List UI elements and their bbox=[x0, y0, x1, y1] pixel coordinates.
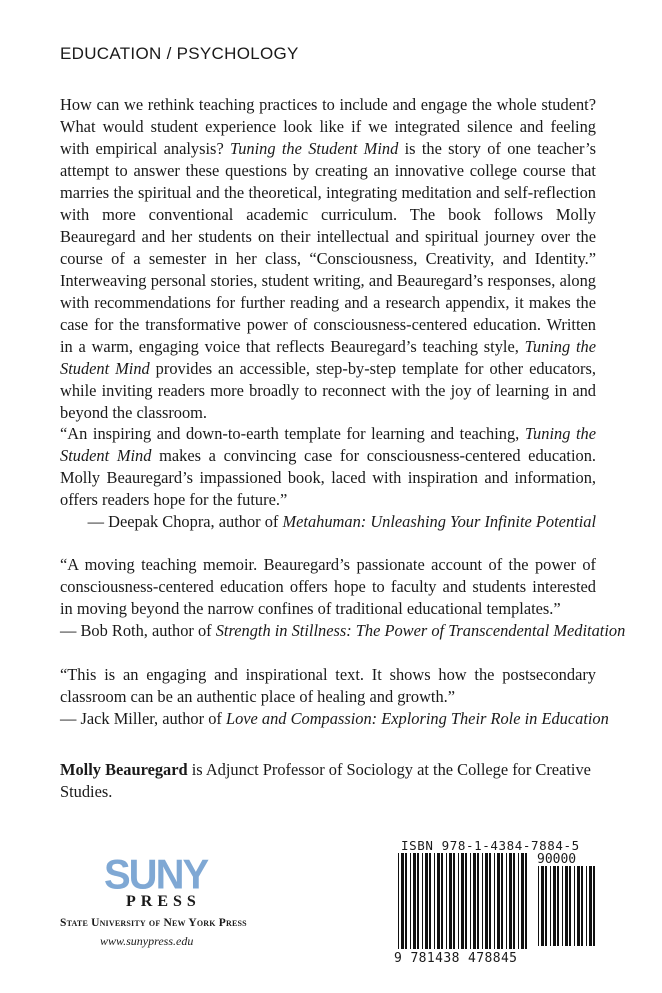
barcode-bar bbox=[485, 853, 488, 949]
attribution-work: Love and Compassion: Exploring Their Role in Education bbox=[225, 709, 609, 728]
barcode-bar bbox=[550, 866, 551, 946]
barcode-bar bbox=[513, 853, 515, 949]
barcode-bar bbox=[482, 853, 483, 949]
barcode-main bbox=[396, 853, 532, 949]
barcode-bar bbox=[494, 853, 495, 949]
barcode-bar bbox=[562, 866, 563, 946]
quote-text: “A moving teaching memoir. Beauregard’s passionate account of the power of consciousness-centered education offers hope to faculty and students interested in moving beyond the narrow confines of traditional educational templates.” bbox=[60, 555, 596, 618]
suny-logo-mark: SUNY bbox=[104, 851, 208, 899]
endorsement-chopra bbox=[60, 423, 596, 533]
publisher-url: www.sunypress.edu bbox=[100, 934, 194, 948]
publisher-name: State University of New York Press bbox=[60, 917, 247, 929]
author-bio-text: is Adjunct Professor of Sociology at the College for Creative Studies. bbox=[60, 760, 591, 801]
barcode-bar bbox=[405, 853, 407, 949]
barcode-bar bbox=[401, 853, 404, 949]
quote-text: “This is an engaging and inspirational text. It shows how the postsecondary classroom can be an authentic place of healing and growth.” bbox=[60, 665, 596, 706]
barcode-bar bbox=[545, 866, 547, 946]
attribution-work: Metahuman: Unleashing Your Infinite Potential bbox=[282, 512, 596, 531]
barcode-bar bbox=[413, 853, 416, 949]
barcode-bar bbox=[461, 853, 464, 949]
barcode-bar bbox=[518, 853, 519, 949]
barcode-price bbox=[536, 866, 600, 946]
barcode-bar bbox=[521, 853, 524, 949]
book-title-ref: Tuning the Student Mind bbox=[60, 337, 597, 378]
quote-attribution: — Deepak Chopra, author of Metahuman: Unleashing Your Infinite Potential bbox=[87, 512, 596, 531]
barcode-bar bbox=[574, 866, 575, 946]
barcode-bar bbox=[497, 853, 500, 949]
barcode-bar bbox=[429, 853, 431, 949]
barcode-bar bbox=[593, 866, 595, 946]
barcode-bar bbox=[501, 853, 503, 949]
ean-digits: 9 781438 478845 bbox=[394, 951, 518, 966]
barcode-bar bbox=[489, 853, 491, 949]
barcode-bar bbox=[398, 853, 399, 949]
quote-attribution: — Bob Roth, author of Strength in Stillness: The Power of Transcendental Meditation bbox=[60, 621, 626, 640]
endorsement-miller bbox=[60, 664, 609, 730]
barcode-bar bbox=[569, 866, 571, 946]
press-wordmark: PRESS bbox=[126, 893, 201, 910]
endorsement-roth bbox=[60, 554, 626, 642]
barcode-bar bbox=[509, 853, 512, 949]
barcode-bar bbox=[422, 853, 423, 949]
author-name: Molly Beauregard bbox=[60, 760, 188, 779]
author-bio bbox=[60, 759, 596, 803]
isbn-label: ISBN 978-1-4384-7884-5 bbox=[401, 838, 580, 853]
barcode-bar bbox=[449, 853, 452, 949]
barcode-bar bbox=[553, 866, 556, 946]
barcode-bar bbox=[441, 853, 443, 949]
barcode-bar bbox=[470, 853, 471, 949]
barcode-bar bbox=[434, 853, 435, 949]
barcode-bar bbox=[458, 853, 459, 949]
description-part-1: How can we rethink teaching practices to include and engage the whole student? What would student experience look like if we integrated silence and feeling with empirical analysis? bbox=[60, 95, 596, 158]
book-description bbox=[60, 94, 596, 424]
barcode-bar bbox=[446, 853, 447, 949]
barcode-bar bbox=[410, 853, 411, 949]
barcode-bar bbox=[425, 853, 428, 949]
barcode-bar bbox=[538, 866, 539, 946]
barcode-bar bbox=[506, 853, 507, 949]
barcode-bar bbox=[477, 853, 479, 949]
barcode-bar bbox=[465, 853, 467, 949]
description-part-3: provides an accessible, step-by-step template for other educators, while inviting readers more broadly to reconnect with the joy of learning in and beyond the classroom. bbox=[60, 359, 596, 422]
quote-text: “An inspiring and down-to-earth template for learning and teaching, bbox=[60, 424, 525, 443]
quote-text: makes a convincing case for consciousness-centered education. Molly Beauregard’s impassioned book, laced with inspiration and information, offers readers hope for the future.” bbox=[60, 446, 596, 509]
book-title-ref: Tuning the Student Mind bbox=[230, 139, 399, 158]
price-code: 90000 bbox=[537, 852, 577, 867]
barcode-bar bbox=[565, 866, 568, 946]
barcode-bar bbox=[541, 866, 544, 946]
barcode-bar bbox=[581, 866, 583, 946]
book-title-ref: Tuning the Student Mind bbox=[60, 424, 596, 465]
barcode-bar bbox=[557, 866, 559, 946]
attribution-work: Strength in Stillness: The Power of Transcendental Meditation bbox=[215, 621, 626, 640]
barcode-bar bbox=[417, 853, 419, 949]
barcode-bar bbox=[473, 853, 476, 949]
barcode-bar bbox=[453, 853, 455, 949]
barcode-bar bbox=[525, 853, 527, 949]
category-label: EDUCATION / PSYCHOLOGY bbox=[60, 44, 299, 63]
barcode-bar bbox=[437, 853, 440, 949]
description-part-2: is the story of one teacher’s attempt to answer these questions by creating an innovative college course that marries the spiritual and the theoretical, integrating meditation and self-reflection with more conventional academic curriculum. The book follows Molly Beauregard and her students on their intellectual and spiritual journey over the course of a semester in her class, “Consciousness, Creativity, and Identity.” Interweaving personal stories, student writing, and Beauregard’s responses, along with recommendations for further reading and a research appendix, it makes the case for the transformative power of consciousness-centered education. Written in a warm, engaging voice that reflects Beauregard’s teaching style, bbox=[60, 139, 597, 356]
quote-attribution: — Jack Miller, author of Love and Compassion: Exploring Their Role in Education bbox=[60, 709, 609, 728]
barcode-bar bbox=[589, 866, 592, 946]
barcode-bar bbox=[577, 866, 580, 946]
barcode-bar bbox=[586, 866, 587, 946]
